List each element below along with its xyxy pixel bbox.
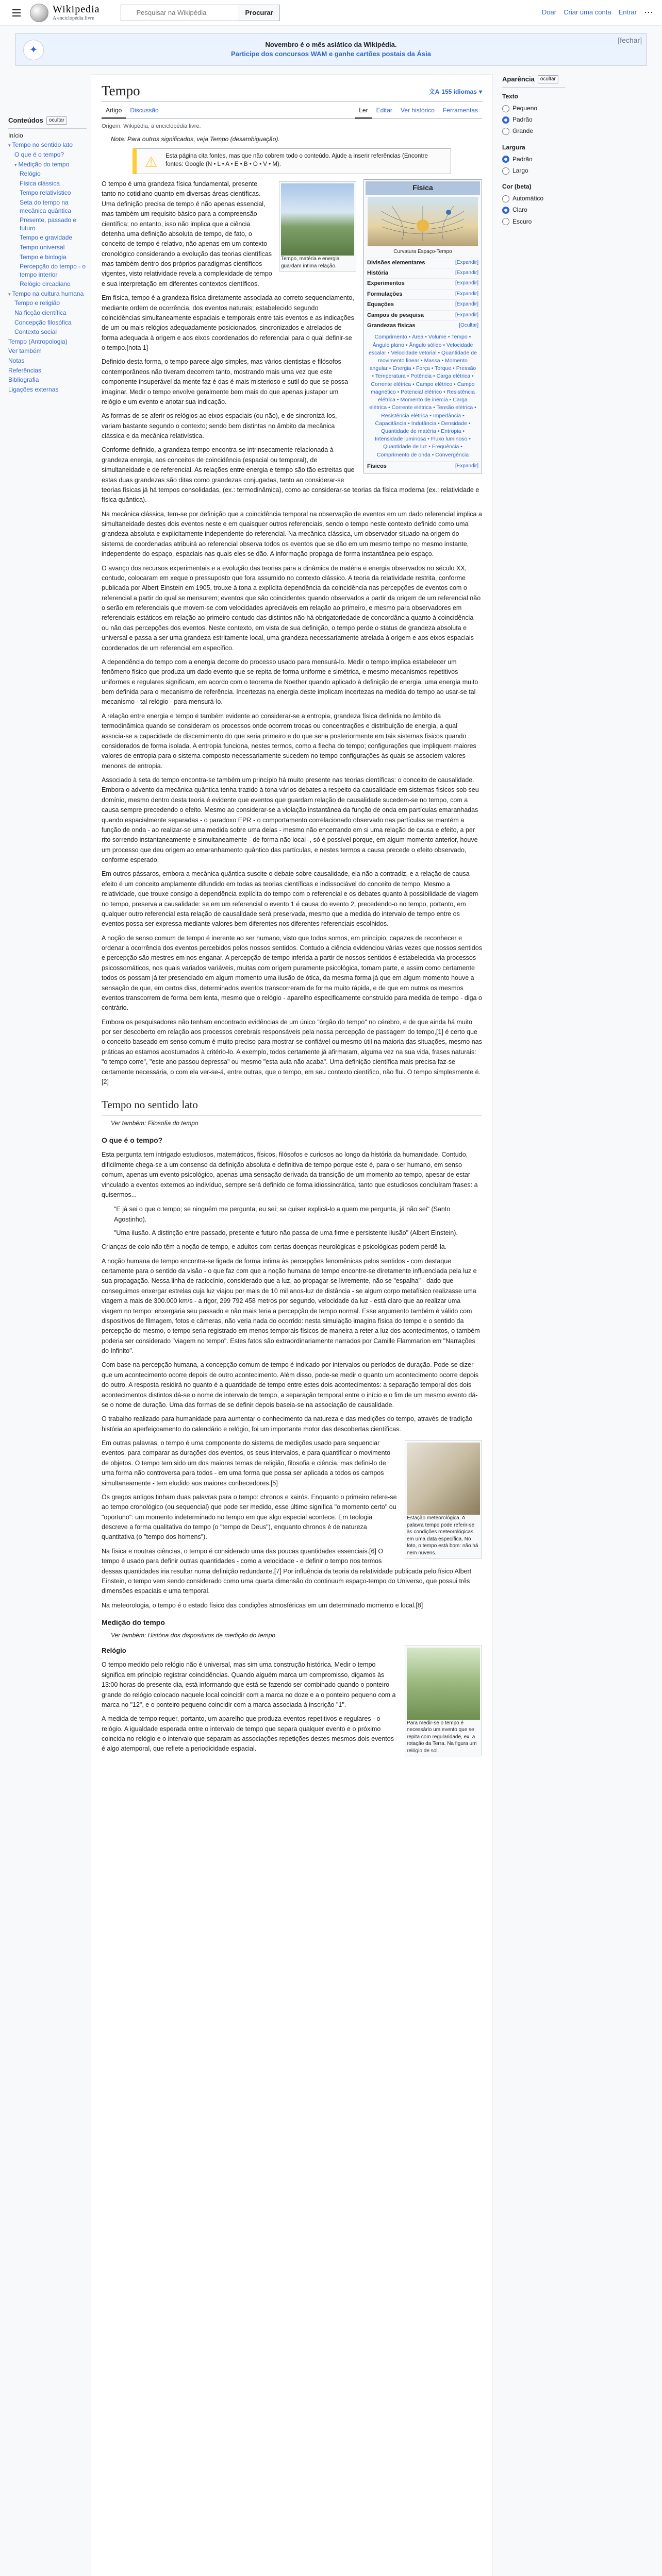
toc-item[interactable] — [8, 299, 87, 308]
site-notice-banner — [15, 33, 647, 66]
quote-augustine: "E já sei o que o tempo; se ninguém me pergunta, eu sei; se quiser explicá-lo a quem me pergunta, já não sei" (Santo Agostinho). — [114, 1206, 451, 1224]
infobox-row-label: História — [367, 270, 388, 277]
paragraph: Na meteorologia, o tempo é o estado físico das condições atmosféricas em um determinado momento e local.[8] — [102, 1601, 423, 1609]
article-content — [91, 74, 493, 2576]
appearance-option[interactable] — [502, 166, 565, 176]
toc-item-label[interactable]: Ligações externas — [8, 385, 59, 393]
paragraph: Crianças de colo não têm a noção de tempo, e adultos com certas doenças neurológicas e psicológicas podem perdê-la. — [102, 1243, 447, 1251]
create-account-link[interactable]: Criar uma conta — [564, 8, 611, 16]
toc-title: Conteúdos — [8, 116, 43, 124]
toc-toggle-icon[interactable]: ▾ — [14, 162, 17, 167]
appearance-option-label: Automático — [512, 195, 544, 202]
toc-item-label[interactable]: Medição do tempo — [18, 160, 70, 168]
appearance-group-label: Texto — [502, 92, 519, 100]
infobox-row-toggle[interactable]: [Expandir] — [455, 301, 478, 308]
table-of-contents — [8, 74, 91, 2576]
infobox-row — [366, 268, 480, 278]
quote-einstein: "Uma ilusão. A distinção entre passado, presente e futuro não passa de uma firme e persistente ilusão" (Albert Einstein). — [114, 1229, 458, 1237]
sundial-image[interactable] — [407, 1648, 480, 1720]
more-options-icon[interactable]: ⋯ — [644, 7, 654, 18]
tab-read[interactable]: Ler — [355, 104, 372, 118]
disambiguation-hatnote: Nota: Para outros significados, veja Tempo (desambiguação). — [111, 135, 280, 143]
toc-item[interactable] — [8, 319, 87, 327]
toc-item[interactable] — [8, 151, 87, 159]
paragraph: Esta pergunta tem intrigado estudiosos, matemáticos, físicos, filósofos e curiosos ao longo da história da humanidade. Contudo, dificilmente chega-se a um consenso da definição absoluta e definitiva de tempo porque este é, para o ser humano, em senso comum, apenas um evento psicológico, apenas uma sensação derivada da transição de um momento ao tempo, apesar de estar vinculado a eventos externos ao indivíduo, sempre será definido de forma idiossincrática, tanto que estudiosos concluíram frases: a quisermos... — [102, 1151, 478, 1198]
appearance-option[interactable] — [502, 194, 565, 204]
thumbnail-figure — [405, 1440, 482, 1558]
infobox-row — [366, 278, 480, 289]
toc-item[interactable] — [8, 309, 87, 317]
infobox-row-toggle[interactable]: [Expandir] — [455, 312, 478, 318]
see-also-note: Ver também: Filosofia do tempo — [111, 1119, 198, 1127]
tab-article[interactable]: Artigo — [102, 104, 126, 118]
language-button[interactable] — [429, 87, 482, 97]
paragraph: A noção humana de tempo encontra-se ligada de forma íntima às percepções fenomênicas pelos sentidos - com destaque certamente para o sentido da visão - o que faz com que a noção humana de tempo encontre-se diretamente influenciada pela luz e sua propagação. Nessa linha de raciocínio, considerado que a luz, ao propagar-se livremente, não se "espalha" - dado que conseguimos enxergar estrelas cuja luz viajou por mais de 10 mil anos-luz de distância - se algum corpo metafísico realizasse uma viagem a mais de 300.000 km/s - a rigor, 299 792 458 metros por segundo, velocidade da luz - está claro que ao realizar uma viagem no tempo: enxergaria seu passado e não mais teria a percepção de tempo normal. Esse argumento também é válido com dispositivos de filmagem, fotos e câmeras, não veria nada do ocorrido: nesta simulação imagina física do tempo e o sentido da percepção do mesmo, o tempo seria registrado em menos temporais físicos de maneira a reter a luz dos acontecimentos, o também poderia ser considerado "viagem no tempo". Estes fatos são extraordinariamente narrados por Camille Flammarion em "Narrações do Infinito". — [102, 1257, 480, 1355]
toc-item[interactable] — [8, 263, 87, 279]
infobox-row-label: Divisões elementares — [367, 259, 425, 266]
thumbnail-figure — [405, 1646, 482, 1757]
source-line: Origem: Wikipédia, a enciclopédia livre. — [102, 123, 201, 130]
toc-item[interactable] — [8, 280, 87, 289]
appearance-option[interactable] — [502, 104, 565, 113]
radio-button[interactable] — [502, 128, 509, 135]
toc-item-label[interactable]: Início — [8, 131, 23, 139]
appearance-option-label: Padrão — [512, 116, 533, 124]
spacetime-grid-icon — [376, 201, 469, 242]
paragraph: Em física, tempo é a grandeza física diretamente associada ao correto sequenciamento, mediante ordem de ocorrência, dos eventos naturais; estabelecido segundo coincidências simultaneamente espaciais e temporais entre tais eventos e as indicações de um ou mais relógios adequadamente posicionados, sincronizados e atrelados de forma adequada à origem e aos eixos coordenados do referencial para o qual definir-se o tempo.[nota 1] — [102, 294, 354, 352]
paragraph: Os gregos antigos tinham duas palavras para o tempo: chronos e kairós. Enquanto o primeiro refere-se ao tempo cronológico (ou sequencial) que pode ser medido, esse último significa "o momento certo" ou "oportuno": um momento indeterminado no tempo em que algo especial acontece. Em teologia descreve a forma qualitativa do tempo (o "tempo de Deus"), enquanto chronos é de natureza quantitativa (o "tempo dos homens"). — [102, 1493, 397, 1541]
thumbnail-caption: Para medir-se o tempo é necessário um evento que se repita com regularidade, ex. a rotação da Terra. Na figura um relógio de sol. — [407, 1720, 477, 1754]
radio-button[interactable] — [502, 218, 509, 225]
infobox-row — [366, 310, 480, 320]
warning-icon: ⚠ — [144, 154, 158, 171]
toc-toggle-icon[interactable]: ▾ — [8, 143, 11, 148]
appearance-option[interactable] — [502, 205, 565, 215]
toc-item-label[interactable]: Relógio — [20, 170, 41, 178]
appearance-option-label: Claro — [512, 206, 527, 214]
toc-item[interactable] — [8, 367, 87, 375]
toc-item[interactable] — [8, 141, 87, 149]
subsection-heading: Medição do tempo — [102, 1618, 165, 1627]
radio-button[interactable] — [502, 156, 509, 163]
infobox-row — [366, 320, 480, 331]
thumbnail-caption: Estação meteorológica. A palavra tempo pode referir-se às condições meteorológicas em uma data específica. No foto, o tempo está bom: não há nem nuvens. — [407, 1515, 478, 1556]
appearance-group — [502, 143, 565, 176]
tab-history[interactable]: Ver histórico — [400, 107, 435, 114]
logo-tagline: A enciclopédia livre — [53, 15, 94, 21]
infobox-physicists-label: Físicos — [367, 463, 387, 469]
toc-item[interactable] — [8, 189, 87, 197]
citation-warning-box — [133, 148, 451, 174]
article-body — [102, 179, 482, 1754]
wikipedia-globe-icon — [30, 4, 48, 22]
search-button[interactable]: Procurar — [239, 5, 280, 21]
infobox-row — [366, 289, 480, 299]
toc-item[interactable] — [8, 244, 87, 252]
toc-item-label[interactable]: Na ficção científica — [14, 309, 67, 317]
paragraph: O tempo medido pelo relógio não é universal, mas sim uma construção histórica. Medir o tempo significa em princípio registrar coincidências. Quando alguém marca um compromisso, digamos às 13:00 horas do presente dia, está informando que está se fazendo ser combinado quando o ponteiro grande do relógio colocado naquele local coincidir com a marca no doze e a o ponteiro pequeno com a marca no "12", e o ponteiro pequeno coincidir com a marca associada à inscrição "1". — [102, 1661, 396, 1708]
infobox-row — [366, 258, 480, 268]
tab-tools[interactable]: Ferramentas — [442, 107, 478, 114]
toc-toggle-icon[interactable]: ▾ — [8, 291, 11, 297]
wikipedia-logo[interactable] — [30, 4, 100, 22]
toc-item[interactable] — [8, 338, 87, 346]
paragraph: O avanço dos recursos experimentais e a evolução das teorias para a dinâmica de matéria e energia observados no século XX, contudo, colocaram em xeque o pressuposto que fora assumido no contexto clássico. A teoria da relatividade restrita, conforme publicada por Albert Einstein em 1905, trouxe à tona a explícita dependência da coincidência nas percepções de eventos com o referencial a partir do qual se mensurem; eventos que são coincidentes quando observados a partir da origem de um referencial não o serão em referenciais que movem-se com velocidades apreciáveis em relação ao primeiro, e mesmo para observadores em referenciais estáticos em relação ao primeiro contudo das distintos não há obrigatoriedade de concordância quanto à coincidência ou não das percepções dos eventos. Neste contexto, em vista de sua definição, o tempo perde o status de grandeza absoluta e universal e passa a ser uma grandeza estritamente local, uma grandeza necessariamente atrelada à origem e aos eixos espaciais coordenados de um referencial em específico. — [102, 564, 481, 652]
section-heading: Tempo no sentido lato — [102, 1096, 482, 1115]
thumbnail-caption: Tempo, matéria e energia guardam íntima relação. — [281, 256, 340, 269]
paragraph: Em outros pássaros, embora a mecânica quântica suscite o debate sobre causalidade, ela não a contradiz, e a relação de causa efeito é um conceito amplamente difundido em todas as teorias científicas e indissociável do conceito de tempo. Mesmo a relatividade, que trouxe consigo a dependência explícita do tempo com o referencial e os debates quanto à possibilidade de viagem no tempo, preserva a causalidade: se em um referencial o evento 1 é causa do evento 2, precedendo-o no tempo, portanto, em qualquer outro referencial esta relação de causalidade será preservada, mesmo que a medida do intervalo de tempo entre os eventos possa ser expressa mediante valores bem diferentes nos diferentes referenciais escolhidos. — [102, 870, 478, 928]
toc-item-label[interactable]: Contexto social — [14, 328, 57, 336]
toc-item[interactable] — [8, 376, 87, 384]
login-link[interactable]: Entrar — [618, 8, 637, 16]
toc-item-label[interactable]: Percepção do tempo - o tempo interior — [20, 263, 86, 278]
toc-item[interactable] — [8, 161, 87, 169]
toc-item-label[interactable]: Tempo e gravidade — [20, 234, 73, 242]
language-count: 155 idiomas — [441, 88, 477, 95]
appearance-option-label: Largo — [512, 166, 528, 174]
user-links — [542, 5, 654, 20]
banner-close-button[interactable]: [fechar] — [618, 36, 642, 44]
toc-item-label[interactable]: Notas — [8, 357, 25, 365]
infobox-row — [366, 299, 480, 310]
toc-item[interactable] — [8, 328, 87, 336]
search-form — [121, 5, 280, 21]
appearance-option-label: Padrão — [512, 155, 533, 163]
spacetime-curvature-image[interactable] — [368, 197, 478, 246]
infobox-row-toggle[interactable]: [Expandir] — [455, 259, 478, 265]
appearance-option-label: Pequeno — [512, 104, 538, 112]
appearance-option[interactable] — [502, 155, 565, 164]
tree-time-image[interactable] — [281, 183, 354, 256]
toc-hide-button[interactable]: ocultar — [46, 116, 67, 125]
citation-warning-text: Esta página cita fontes, mas que não cobrem todo o conteúdo. Ajude a inserir referências (Encontre fontes: Google (N • L • A • E • B • O • V • M). — [166, 153, 428, 168]
infobox-caption: Curvatura Espaço-Tempo — [393, 248, 452, 255]
paragraph: O tempo é uma grandeza física fundamental, presente tanto no cotidiano quanto em diversas áreas científicas. Uma definição precisa de tempo é não apenas essencial, mas também um requisito básico para a compreensão científica; no entanto, isso não implica que a ciência detenha uma definição absoluta de tempo, de fato, o conceito de tempo é relativo, não apenas em um contexto cronológico considerando a evolução das teorias científicas mas também dentro dos próprios paradigmas científicos vigentes, visto relatividade revela a complexidade de tempo e sua interpretação em diferentes contextos científicos. — [102, 180, 272, 287]
toc-item-label[interactable]: Referências — [8, 366, 42, 374]
infobox-row-toggle[interactable]: [Expandir] — [455, 270, 478, 276]
infobox-physicists-expand[interactable]: [Expandir] — [455, 463, 478, 469]
language-icon: 文A — [428, 88, 440, 95]
radio-button[interactable] — [502, 195, 509, 202]
radio-button[interactable] — [502, 207, 509, 214]
toc-item-label[interactable]: Tempo no sentido lato — [12, 141, 73, 149]
toc-item-label[interactable]: Tempo universal — [20, 243, 65, 251]
paragraph: O trabalho realizado para humanidade para aumentar o conhecimento da natureza e das medições do tempo, através de tradição história ao aperfeiçoamento do calendário e relógio, foi um importante motor das descobertas científicas. — [102, 1415, 473, 1433]
paragraph: Em outras palavras, o tempo é uma componente do sistema de medições usado para sequenciar eventos, para comparar as durações dos eventos, os seus intervalos, e para quantificar o movimento de objetos. O tempo tem sido um dos maiores temas de religião, filosofia e ciência, mas defini-lo de uma forma não controversa para todos - em uma forma que possa ser aplicada a todos os campos simultaneamente - tem eludido aos maiores conhecedores.[5] — [102, 1439, 391, 1487]
toc-item[interactable] — [8, 357, 87, 365]
appearance-group — [502, 92, 565, 137]
toc-item-label[interactable]: Bibliografia — [8, 376, 39, 384]
toc-item-label[interactable]: Ver também — [8, 347, 42, 355]
see-also-note: Ver também: História dos dispositivos de medição do tempo — [111, 1631, 276, 1639]
infobox-row-toggle[interactable]: [Expandir] — [455, 291, 478, 297]
toc-item[interactable] — [8, 234, 87, 242]
toc-item-label[interactable]: Tempo (Antropologia) — [8, 337, 68, 345]
paragraph: A noção de senso comum de tempo é inerente ao ser humano, visto que todos somos, em princípio, capazes de reconhecer e ordenar a ocorrência dos eventos percebidos pelos nossos sentidos. Contudo a ciência evidenciou várias vezes que nossos sentidos e percepção são mestres em nos enganar. A percepção de tempo inferida a partir de nossos sentidos é estabelecida via processos psicossomáticos, nos quais variados variáveis, muitas com origem puramente psicológica, tomam parte, e assim como certamente todos os possam já ter presenciado em algum momento uma ilusão de ótica, da mesma forma já que em algum momento houve a sensação de que, em certos dias, determinados eventos transcorreram de forma muito rápida, e de que em outros os mesmos eventos transcorrem de forma bem lenta, mesmo que o relógio - aparelho especificamente construído para medida de tempo - diga o contrário. — [102, 934, 482, 1012]
appearance-panel — [493, 74, 565, 2576]
weather-station-image[interactable] — [407, 1443, 480, 1515]
paragraph: Conforme definido, a grandeza tempo encontra-se intrinsecamente relacionada à grandeza energia, aos conceitos de coincidência (espacial ou temporal), de simultaneidade e de referencial. As relações entre energia e tempo são tão estreitas que estas duas grandezas são ditas como grandezas conjugadas, tanto ao considerar-se teorias físicas já há tempos consolidadas, (ex.: termodinâmica), como ao considerar-se teorias da física moderna (ex.: relatividade e física quântica). — [102, 446, 479, 504]
infobox-title: Física — [366, 181, 480, 195]
subsection-heading: O que é o tempo? — [102, 1136, 163, 1145]
appearance-option-label: Grande — [512, 127, 534, 135]
infobox-row-label: Experimentos — [367, 280, 405, 287]
chevron-down-icon: ▾ — [478, 88, 482, 95]
appearance-hide-button[interactable]: ocultar — [538, 75, 558, 83]
toc-item[interactable] — [8, 290, 87, 298]
toc-item-label[interactable]: Concepção filosófica — [14, 318, 72, 326]
thumbnail-figure — [279, 181, 356, 272]
paragraph: A medida de tempo requer, portanto, um aparelho que produza eventos repetitivos e regulares - o relógio. A igualdade esperada entre o intervalo de tempo que separa qualquer evento e o próximo coincida no relógio e o intervalo que separam as associações repetições destes mesmos dois eventos é algo atemporal, que reflete a periodicidade espacial. — [102, 1715, 394, 1753]
appearance-option-label: Escuro — [512, 217, 532, 225]
paragraph: A dependência do tempo com a energia decorre do processo usado para mensurá-lo. Medir o tempo implica estabelecer um fenômeno físico que produza um dado evento que se repita de forma uniforme e simétrica, e mesmo mecanismos repetitivos uniformes e regulares significam, em acordo com o teorema de Noether quando aplicado à definição de energia, uma energia muito bem definida para o mecanismo de referência. Incertezas na energia deste implicam incertezas na medida do tempo ao usar-se tal mecanismo - tal relógio - para mensurá-lo. — [102, 658, 478, 706]
banner-line2-link[interactable]: Participe dos concursos WAM e ganhe cartões postais da Ásia — [231, 50, 431, 58]
tab-discussion[interactable]: Discussão — [130, 107, 159, 114]
paragraph: Associado à seta do tempo encontra-se também um princípio há muito presente nas teorias científicas: o conceito de causalidade. Embora o advento da mecânica quântica tenha trazido à tona vários debates a respeito da causalidade em sistemas físicos sob seu domínio, mesmo dentro desta teoria é evidente que eventos que guardam relação de causalidade sucedem-se no tempo, com a causa sempre precedendo o efeito. Mesmo ao considerar-se a violação instantânea da função de onda em partículas emaranhadas quando espacialmente separadas - o paradoxo EPR - o comportamento correlacionado observado nas partículas se mantém a função de onda - ao realizar-se uma medida sobre uma delas - mesmo não encerrando em si uma relação de causa e efeito, a per rito sorrendo instantaneamente e simultaneamente - de forma não local -, só é possível porque, em algum momento anterior, houve um processo que deu origem ao emaranhamento quântico das partículas, e nestes termos a causa precede o efeito observado, conforme esperado. — [102, 776, 479, 864]
infobox-row-toggle[interactable]: [Expandir] — [455, 280, 478, 286]
toc-item-label[interactable]: Tempo e religião — [14, 299, 60, 307]
toc-item-label[interactable]: Seta do tempo na mecânica quântica — [20, 198, 72, 214]
paragraph: Com base na percepção humana, a concepção comum de tempo é indicado por intervalos ou períodos de duração. Pode-se dizer que um acontecimento ocorre depois de outro acontecimento. Além disso, pode-se medir o quanto um acontecimento ocorre depois do outro. A resposta residirá no quanto é a quantidade de tempo entre estes dois acontecimentos: a separação temporal dos dois acontecimentos distintos dá-se o nome de intervalo de tempo, a separação temporal entre o início e o fim de um mesmo evento dá-se o nome de duração. Uma das formas de se definir depois baseia-se na associação de causalidade. — [102, 1361, 478, 1409]
appearance-group-label: Cor (beta) — [502, 183, 532, 191]
toc-item-label[interactable]: Tempo na cultura humana — [12, 290, 84, 297]
toc-item-label[interactable]: Tempo e biologia — [20, 253, 67, 261]
paragraph: Embora os pesquisadores não tenham encontrado evidências de um único "órgão do tempo" no cérebro, e de que ainda há muito por ser descoberto em relação aos processos cerebrais responsáveis pela nossa percepção de passagem do tempo,[1] é certo que o conceito baseado em senso comum é muito preciso para mostrar-se confiável ou mesmo útil na maioria das situações, mesmo nas práticas ao estamos acostumados à critério-lo. A exemplo, todos certamente já afirmaram, alguma vez na sua vida, frases naturais: "o tempo corre", "este ano passou depressa" ou mesmo "esta aula não acaba". Uma definição científica mais precisa faz-se certamente necessária, o com ela ver-se-á, entre outras, que o tempo, em seu contexto científico, não flui. O tempo simplesmente é.[2] — [102, 1018, 482, 1086]
physics-infobox — [363, 179, 482, 473]
radio-button[interactable] — [502, 116, 509, 124]
toc-item[interactable] — [8, 253, 87, 262]
toc-item[interactable] — [8, 347, 87, 355]
appearance-group — [502, 182, 565, 227]
toc-item[interactable] — [8, 180, 87, 188]
appearance-group-label: Largura — [502, 143, 525, 151]
main-menu-button[interactable] — [8, 5, 25, 21]
appearance-option[interactable] — [502, 217, 565, 227]
toc-item[interactable] — [8, 199, 87, 215]
paragraph: A relação entre energia e tempo é também evidente ao considerar-se a entropia, grandeza física definida no âmbito da termodinâmica quando se consideram os processos onde ocorrem trocas ou concentrações e distribuição de energia, a qual associa-se a capacidade de discernimento do que seria primeiro e do que seria posteriormente em tais sistemas físicos quando considerados de forma isolada. A entropia funciona, nestes termos, como a flecha do tempo; configurações que impliquem maiores valores de entropia para o sistema composto necessariamente sucedem no tempo configurações às quais se associem valores menores de entropia. — [102, 712, 476, 770]
infobox-row-label: Campos de pesquisa — [367, 312, 424, 318]
toc-item[interactable] — [8, 132, 87, 140]
paragraph: Na mecânica clássica, tem-se por definição que a coincidência temporal na observação de eventos em um dado referencial implica a simultaneidade destes dois eventos neste e em quaisquer outros referenciais, sendo o tempo neste contexto definido como uma grandeza absoluta e explicitamente independente do referencial. Na mecânica clássica, um observador situado na origem do sistema de coordenadas atribuirá ao referencial observa todos os eventos que se dão em um mesmo tempo no mesmo instante, independente do espaço, espaciais nas quais eles se dão. A informação propaga de forma instantânea pelo espaço. — [102, 510, 482, 558]
toc-item-label[interactable]: Presente, passado e futuro — [20, 216, 77, 232]
paragraph: Definido desta forma, o tempo parece algo simples, mas vários cientistas e filósofos contemporâneos não tiveram decorrem tanto, mostrando mais uma vez que este componente insuperável da mente faz é das é mais misterioso e sutil do que se possa imaginar. Medir o tempo envolve geralmente bem mais do que apenas justapor um relógio e um evento e anotar sua indicação. — [102, 358, 349, 405]
toc-list — [8, 132, 87, 394]
toc-item-label[interactable]: Tempo relativístico — [20, 189, 71, 197]
tab-edit[interactable]: Editar — [376, 107, 392, 114]
infobox-row-label: Equações — [367, 301, 394, 308]
infobox-row-label: Grandezas físicas — [367, 323, 416, 329]
radio-button[interactable] — [502, 167, 509, 175]
toc-item[interactable] — [8, 170, 87, 178]
infobox-row-toggle[interactable]: [Ocultar] — [459, 323, 478, 328]
appearance-option[interactable] — [502, 126, 565, 136]
page-tabs — [102, 104, 482, 119]
logo-wordmark: Wikipedia — [53, 4, 100, 15]
toc-item-label[interactable]: Relógio circadiano — [20, 280, 71, 288]
appearance-option[interactable] — [502, 115, 565, 125]
paragraph: As formas de se aferir os relógios ao eixos espaciais (ou não), e de sincronizá-los, variam bastante segundo o contexto; sendo bem distintas no âmbito da mecânica clássica e da mecânica relativística. — [102, 412, 337, 440]
subsubsection-heading: Relógio — [102, 1646, 126, 1654]
toc-item-label[interactable]: O que é o tempo? — [14, 150, 64, 158]
physical-quantities-list[interactable]: Comprimento • Área • Volume • Tempo • Ângulo plano • Ângulo sólido • Velocidade escalar • Velocidade vetorial • Quantidade de movimento linear • Massa • Momento angular • Energia • Força • Torque • Pressão • Temperatura • Potência • Carga elétrica • Corrente elétrica • Campo elétrico • Campo magnético • Potencial elétrico • Resistência elétrica • Momento de inércia • Carga elétrica • Corrente elétrica • Tensão elétrica • Resistência elétrica • Impedância • Capacitância • Indutância • Densidade • Quantidade de matéria • Entropia • Intensidade luminosa • Fluxo luminoso • Quantidade de luz • Frequência • Comprimento de onda • Convergência — [366, 331, 480, 461]
page-title: Tempo — [102, 83, 140, 98]
infobox-row-label: Formulações — [367, 291, 403, 297]
banner-line1: Novembro é o mês asiático da Wikipédia. — [265, 41, 397, 49]
appearance-title: Aparência — [502, 75, 535, 83]
asian-month-icon: ✦ — [23, 40, 44, 60]
search-input[interactable] — [121, 5, 239, 21]
donate-link[interactable]: Doar — [541, 8, 557, 16]
toc-item[interactable] — [8, 386, 87, 394]
toc-item-label[interactable]: Física clássica — [20, 179, 60, 187]
radio-button[interactable] — [502, 105, 509, 112]
toc-item[interactable] — [8, 216, 87, 232]
paragraph: Na física e noutras ciências, o tempo é considerado uma das poucas quantidades essenciais.[6] O tempo é usado para definir outras quantidades - como a velocidade - e definir o tempo nos termos dessas quantidades iria resultar numa definição redundante.[7] Por influência da teoria da relatividade publicada pelo físico Albert Einstein, o tempo vem sendo considerado como uma quarta dimensão do continuum espaço-tempo do Universo, que possui três dimensões espaciais e uma temporal. — [102, 1547, 472, 1595]
site-header — [0, 0, 662, 26]
